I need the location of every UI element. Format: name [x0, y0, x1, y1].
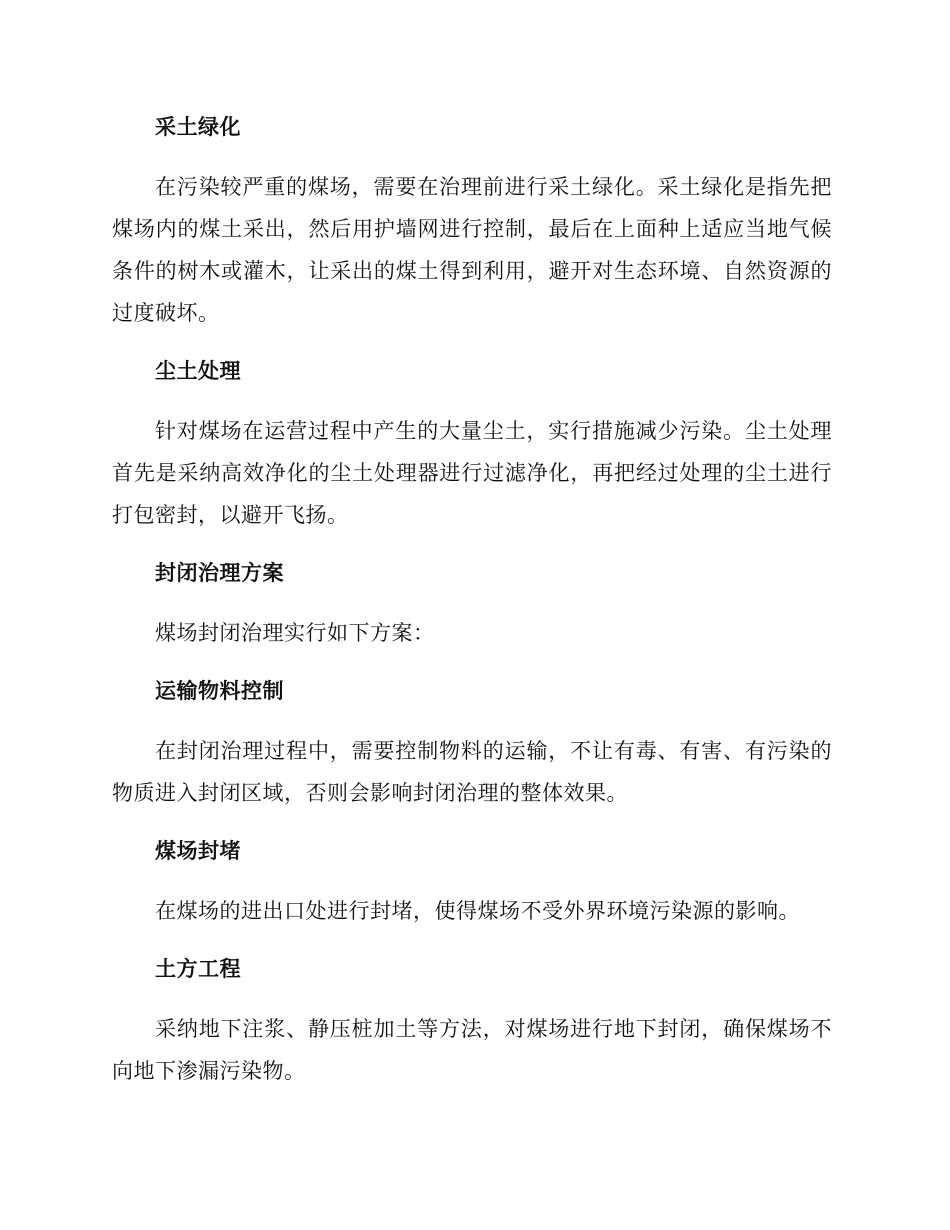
- section-heading: 尘土处理: [155, 359, 241, 383]
- section-heading: 采土绿化: [155, 115, 241, 139]
- section-heading: 封闭治理方案: [155, 561, 284, 585]
- section-heading: 煤场封堵: [155, 839, 241, 863]
- section-paragraph: 煤场封闭治理实行如下方案：: [155, 621, 435, 645]
- section-heading: 土方工程: [155, 957, 241, 981]
- section-paragraph: 针对煤场在运营过程中产生的大量尘土，实行措施减少污染。尘土处理首先是采纳高效净化的尘土处理器进行过滤净化，再把经过处理的尘土进行打包密封，以避开飞扬。: [112, 419, 832, 527]
- section-paragraph: 采纳地下注浆、静压桩加土等方法，对煤场进行地下封闭，确保煤场不向地下渗漏污染物。: [112, 1017, 832, 1083]
- section-paragraph: 在封闭治理过程中，需要控制物料的运输，不让有毒、有害、有污染的物质进入封闭区域，否则会影响封闭治理的整体效果。: [112, 739, 832, 805]
- section-heading: 运输物料控制: [155, 679, 284, 703]
- section-paragraph: 在煤场的进出口处进行封堵，使得煤场不受外界环境污染源的影响。: [155, 899, 800, 923]
- document-body: [112, 110, 832, 1092]
- section-paragraph: 在污染较严重的煤场，需要在治理前进行采土绿化。采土绿化是指先把煤场内的煤土采出，然后用护墙网进行控制，最后在上面种上适应当地气候条件的树木或灌木，让采出的煤土得到利用，避开对生态环境、自然资源的过度破坏。: [112, 175, 832, 325]
